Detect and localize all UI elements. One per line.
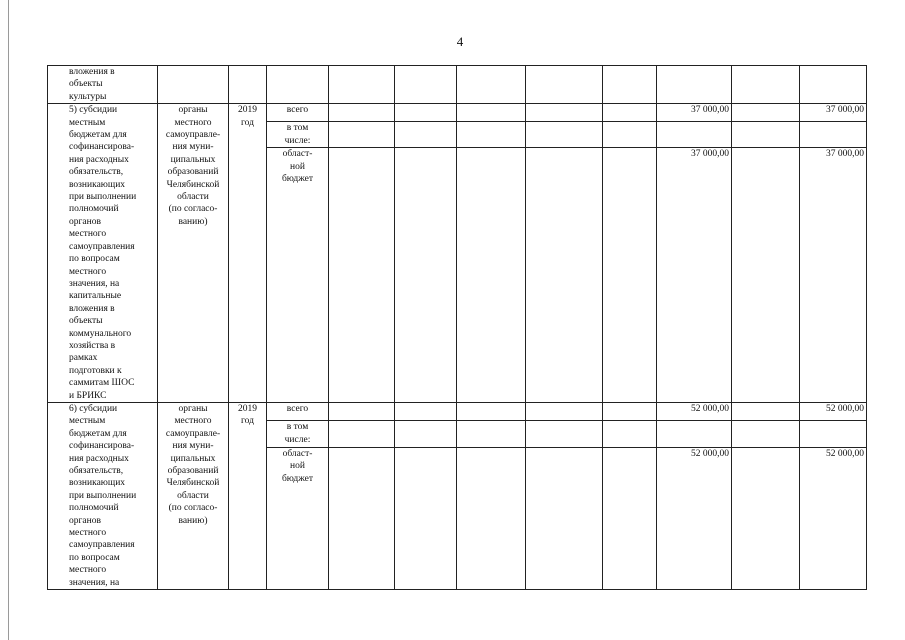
section5-executor: органы местного самоуправле- ния муни- ципальных образований Челябинской области (по согласо- ванию): [158, 104, 229, 403]
empty-cell: [732, 66, 800, 104]
scan-edge-line: [8, 0, 9, 640]
section5-sum-including: [800, 122, 867, 148]
section5-amount-including: [657, 122, 732, 148]
section5-amount-regional: 37 000,00: [657, 148, 732, 403]
empty-cell: [526, 447, 603, 589]
empty-cell: [526, 66, 603, 104]
section6-amount-total: 52 000,00: [657, 402, 732, 420]
section6-amount-regional: 52 000,00: [657, 447, 732, 589]
section6-sum-regional: 52 000,00: [800, 447, 867, 589]
empty-cell: [329, 421, 395, 447]
empty-cell: [526, 402, 603, 420]
empty-cell: [526, 122, 603, 148]
empty-cell: [158, 66, 229, 104]
empty-cell: [329, 122, 395, 148]
empty-cell: [603, 421, 657, 447]
empty-cell: [395, 66, 457, 104]
section5-description: 5) субсидии местным бюджетам для софинансирова- ния расходных обязательств, возникающих при выполнении полномочий органов местного самоуправления по вопросам местного значения, на капитальные вложения в объекты коммунального хозяйства в рамках подготовки к саммитам ШОС и БРИКС: [48, 104, 158, 403]
section6-description: 6) субсидии местным бюджетам для софинансирова- ния расходных обязательств, возникающих при выполнении полномочий органов местного самоуправления по вопросам местного значения, на: [48, 402, 158, 589]
empty-cell: [732, 421, 800, 447]
empty-cell: [329, 447, 395, 589]
empty-cell: [329, 402, 395, 420]
empty-cell: [329, 148, 395, 403]
empty-cell: [603, 148, 657, 403]
empty-cell: [267, 66, 329, 104]
section5-sum-regional: 37 000,00: [800, 148, 867, 403]
empty-cell: [395, 104, 457, 122]
empty-cell: [395, 402, 457, 420]
empty-cell: [229, 66, 267, 104]
empty-cell: [603, 122, 657, 148]
section6-sum-including: [800, 421, 867, 447]
section5-year: 2019 год: [229, 104, 267, 403]
empty-cell: [457, 447, 526, 589]
section6-amount-including: [657, 421, 732, 447]
section6-source-including: в том числе:: [267, 421, 329, 447]
section5-source-regional: област- ной бюджет: [267, 148, 329, 403]
empty-cell: [457, 104, 526, 122]
empty-cell: [457, 122, 526, 148]
empty-cell: [457, 402, 526, 420]
section6-executor: органы местного самоуправле- ния муни- ципальных образований Челябинской области (по согласо- ванию): [158, 402, 229, 589]
empty-cell: [732, 402, 800, 420]
section6-source-regional: област- ной бюджет: [267, 447, 329, 589]
empty-cell: [457, 421, 526, 447]
empty-cell: [329, 66, 395, 104]
empty-cell: [657, 66, 732, 104]
section6-source-total: всего: [267, 402, 329, 420]
section6-sum-total: 52 000,00: [800, 402, 867, 420]
section5-source-total: всего: [267, 104, 329, 122]
section6-year: 2019 год: [229, 402, 267, 589]
budget-table: [47, 65, 867, 590]
empty-cell: [732, 447, 800, 589]
empty-cell: [603, 104, 657, 122]
table-row-carryover: [48, 66, 867, 104]
empty-cell: [457, 66, 526, 104]
empty-cell: [526, 104, 603, 122]
empty-cell: [603, 66, 657, 104]
empty-cell: [526, 421, 603, 447]
empty-cell: [800, 66, 867, 104]
empty-cell: [603, 402, 657, 420]
carryover-description: вложения в объекты культуры: [48, 66, 158, 104]
empty-cell: [395, 447, 457, 589]
section5-sum-total: 37 000,00: [800, 104, 867, 122]
empty-cell: [732, 104, 800, 122]
section5-source-including: в том числе:: [267, 122, 329, 148]
empty-cell: [526, 148, 603, 403]
empty-cell: [603, 447, 657, 589]
empty-cell: [395, 148, 457, 403]
page-number: 4: [456, 34, 464, 49]
section5-amount-total: 37 000,00: [657, 104, 732, 122]
empty-cell: [395, 122, 457, 148]
table-row-section5-total: [48, 104, 867, 122]
table-row-section6-total: [48, 402, 867, 420]
empty-cell: [732, 122, 800, 148]
empty-cell: [395, 421, 457, 447]
empty-cell: [732, 148, 800, 403]
empty-cell: [457, 148, 526, 403]
empty-cell: [329, 104, 395, 122]
